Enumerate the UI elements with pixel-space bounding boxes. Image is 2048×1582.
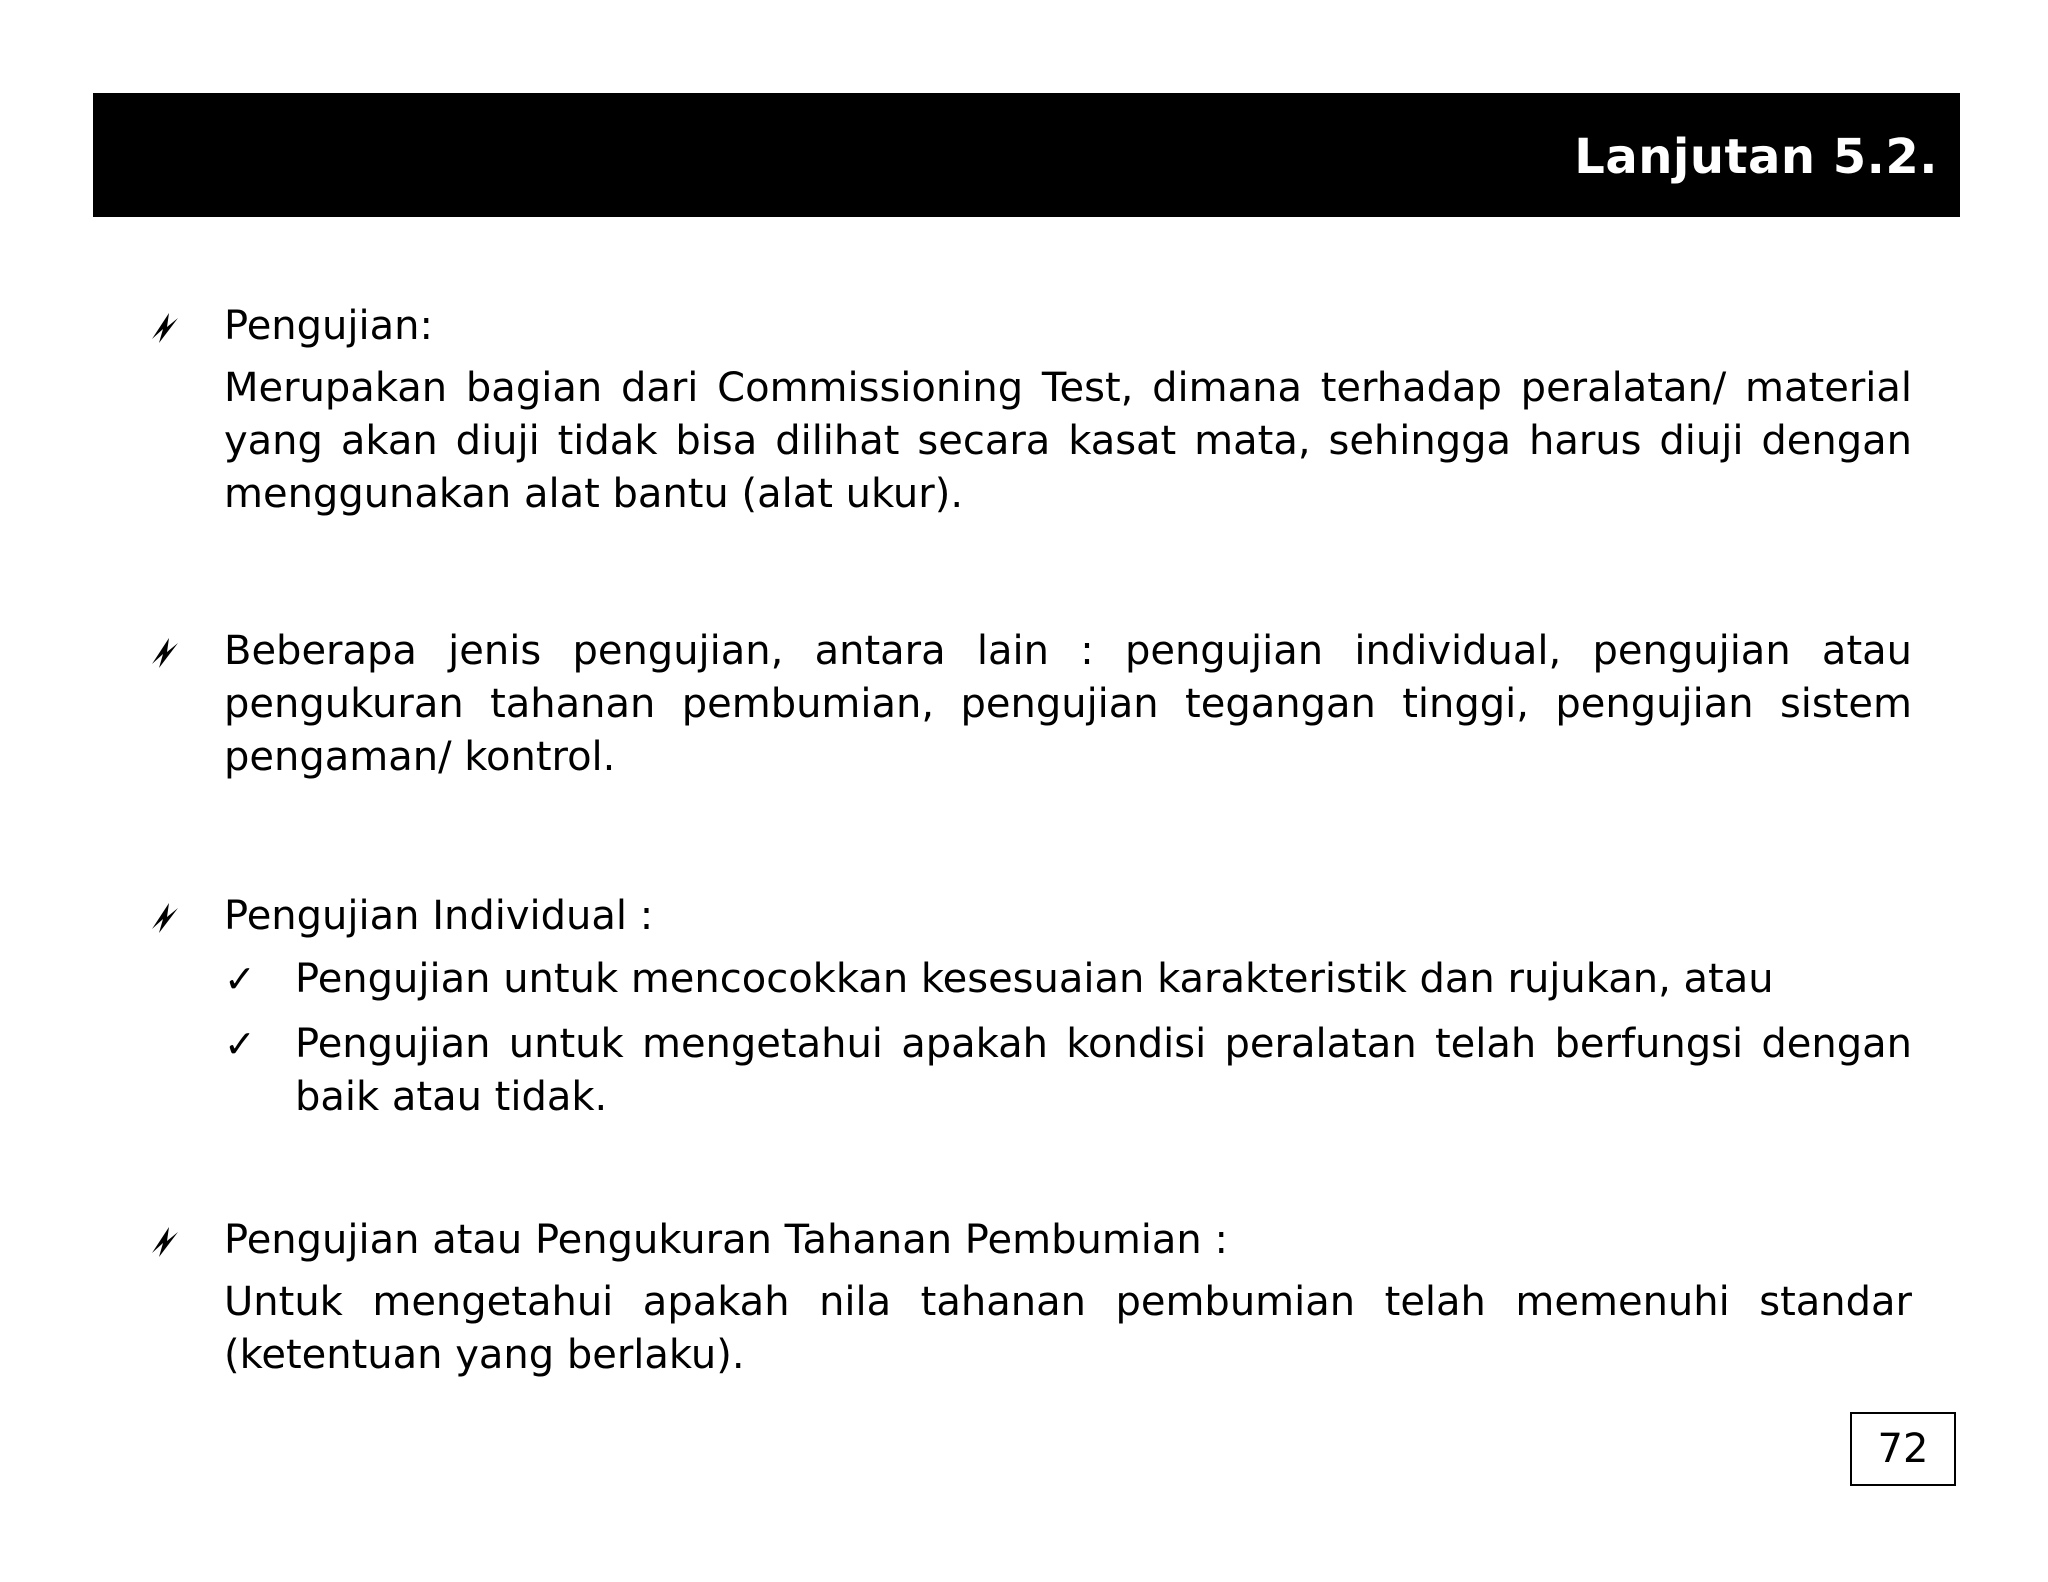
- check-item: [224, 953, 1912, 1006]
- item-heading: Pengujian:: [224, 303, 433, 349]
- lightning-bullet-icon: [148, 311, 182, 345]
- lightning-bullet-icon: [148, 1225, 182, 1259]
- bullet-item-pengujian-individual: [148, 890, 1912, 1124]
- item-heading: Pengujian atau Pengukuran Tahanan Pembumian :: [224, 1217, 1228, 1263]
- item-heading: Pengujian Individual :: [224, 893, 654, 939]
- item-heading: Beberapa jenis pengujian, antara lain : pengujian individual, pengujian atau pengukuran tahanan pembumian, pengujian tegangan tinggi, pengujian sistem pengaman/ kontrol.: [224, 628, 1912, 780]
- lightning-bullet-icon: [148, 636, 182, 670]
- page-title: Lanjutan 5.2.: [1574, 129, 1938, 185]
- check-item-text: Pengujian untuk mencocokkan kesesuaian karakteristik dan rujukan, atau: [295, 956, 1774, 1002]
- check-item-text: Pengujian untuk mengetahui apakah kondisi peralatan telah berfungsi dengan baik atau tidak.: [295, 1021, 1912, 1120]
- content-body: [148, 300, 1912, 1382]
- bullet-item-tahanan-pembumian: [148, 1214, 1912, 1382]
- item-paragraph: Merupakan bagian dari Commissioning Test, dimana terhadap peralatan/ material yang akan diuji tidak bisa dilihat secara kasat mata, sehingga harus diuji dengan menggunakan alat bantu (alat ukur).: [224, 365, 1912, 517]
- checklist: [224, 953, 1912, 1124]
- bullet-item-pengujian: [148, 300, 1912, 521]
- checkmark-icon: ✓: [224, 1022, 256, 1066]
- check-item: [224, 1018, 1912, 1124]
- lightning-bullet-icon: [148, 901, 182, 935]
- checkmark-icon: ✓: [224, 957, 256, 1001]
- page-number: 72: [1850, 1412, 1956, 1486]
- item-paragraph: Untuk mengetahui apakah nila tahanan pembumian telah memenuhi standar (ketentuan yang berlaku).: [224, 1279, 1912, 1378]
- header-bar: [93, 93, 1960, 217]
- bullet-item-jenis-pengujian: [148, 625, 1912, 784]
